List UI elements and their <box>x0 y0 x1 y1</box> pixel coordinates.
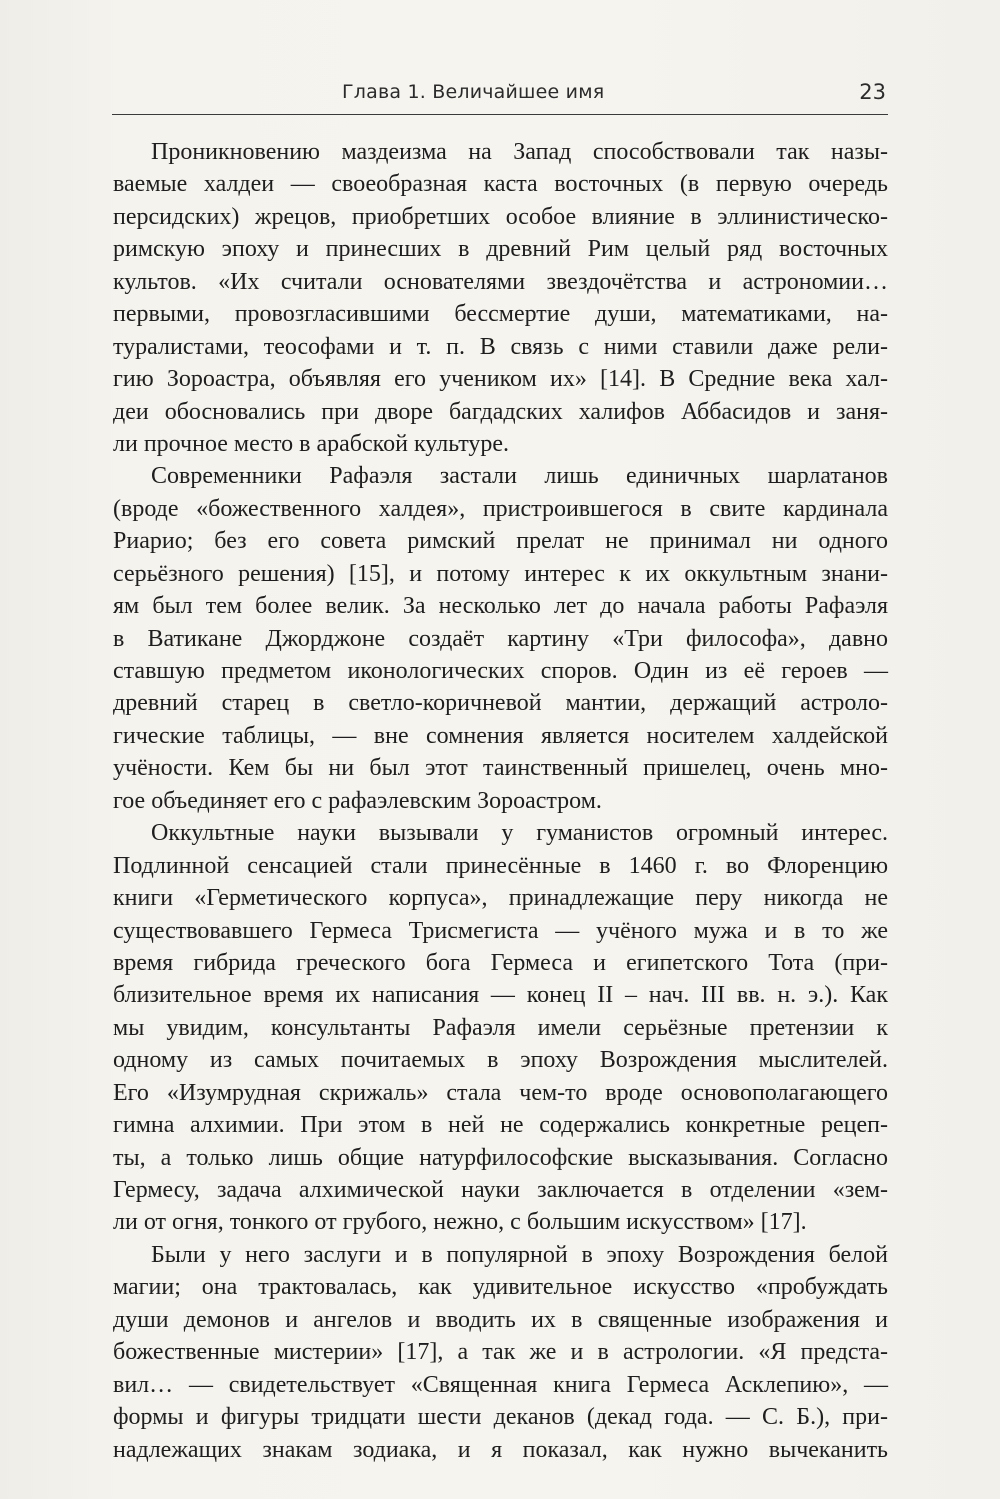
text-line: надлежащих знакам зодиака, и я показал, как нужно вычеканить <box>113 1436 888 1463</box>
text-line: древний старец в светло-коричневой мантии, держащий астроло- <box>113 690 888 717</box>
text-line: Оккультные науки вызывали у гуманистов огромный интерес. <box>151 820 888 847</box>
running-header <box>112 78 888 115</box>
text-line: гимна алхимии. При этом в ней не содержались конкретные рецеп- <box>113 1112 888 1139</box>
text-line: ты, а только лишь общие натурфилософские высказывания. Согласно <box>113 1144 888 1171</box>
text-line: гое объединяет его с рафаэлевским Зороастром. <box>113 787 602 814</box>
text-line: души демонов и ангелов и вводить их в священные изображения и <box>113 1306 888 1333</box>
text-line: учёности. Кем бы ни был этот таинственный пришелец, очень мно- <box>113 755 888 782</box>
text-line: культов. «Их считали основателями звездочётства и астрономии… <box>113 268 888 295</box>
text-line: ли от огня, тонкого от грубого, нежно, с большим искусством» [17]. <box>113 1209 807 1236</box>
text-line: ставшую предметом иконологических споров. Один из её героев — <box>113 658 888 684</box>
text-line: ваемые халдеи — своеобразная каста восточных (в первую очередь <box>113 171 888 198</box>
text-line: деи обосновались при дворе багдадских халифов Аббасидов и заня- <box>113 398 888 425</box>
text-line: римскую эпоху и принесших в древний Рим целый ряд восточных <box>113 236 888 263</box>
text-line: серьёзного решения) [15], и потому интерес к их оккультным знани- <box>113 560 888 587</box>
text-line: время гибрида греческого бога Гермеса и египетского Тота (при- <box>113 949 888 976</box>
text-line: существовавшего Гермеса Трисмегиста — учёного мужа и в то же <box>113 917 888 944</box>
text-line: Современники Рафаэля застали лишь единичных шарлатанов <box>151 463 888 490</box>
text-line: первыми, провозгласившими бессмертие души, математиками, на- <box>113 301 888 328</box>
text-line: книги «Герметического корпуса», принадлежащие перу никогда не <box>113 885 888 912</box>
text-line: Подлинной сенсацией стали принесённые в 1460 г. во Флоренцию <box>113 852 888 879</box>
text-line: формы и фигуры тридцати шести деканов (декад года. — С. Б.), при- <box>113 1404 888 1431</box>
body-text <box>113 136 888 1466</box>
text-line: одному из самых почитаемых в эпоху Возрождения мыслителей. <box>113 1047 888 1074</box>
text-line: мы увидим, консультанты Рафаэля имели серьёзные претензии к <box>113 1014 888 1041</box>
chapter-title: Глава 1. Величайшее имя <box>342 81 605 103</box>
text-line: в Ватикане Джорджоне создаёт картину «Три философа», давно <box>113 625 888 652</box>
text-line: Проникновению маздеизма на Запад способствовали так назы- <box>151 139 888 165</box>
text-line: близительное время их написания — конец II – нач. III вв. н. э.). Как <box>113 982 888 1009</box>
text-line: Риарио; без его совета римский прелат не принимал ни одного <box>113 528 888 555</box>
text-line: туралистами, теософами и т. п. В связь с ними ставили даже рели- <box>113 333 888 360</box>
text-line: Гермесу, задача алхимической науки заключается в отделении «зем- <box>113 1177 888 1203</box>
text-line: вил… — свидетельствует «Священная книга Гермеса Асклепию», — <box>113 1371 888 1398</box>
text-line: магии; она трактовалась, как удивительное искусство «пробуждать <box>113 1274 888 1301</box>
text-line: Его «Изумрудная скрижаль» стала чем-то вроде основополагающего <box>113 1079 888 1106</box>
text-line: гические таблицы, — вне сомнения является носителем халдейской <box>113 722 888 749</box>
text-line: ям был тем более велик. За несколько лет до начала работы Рафаэля <box>113 593 888 620</box>
text-line: божественные мистерии» [17], а так же и в астрологии. «Я предста- <box>113 1339 888 1366</box>
text-line: гию Зороастра, объявляя его учеником их» [14]. В Средние века хал- <box>113 366 888 393</box>
text-line: Были у него заслуги и в популярной в эпоху Возрождения белой <box>151 1241 888 1268</box>
text-line: персидских) жрецов, приобретших особое влияние в эллинистическо- <box>113 203 888 230</box>
page-number: 23 <box>859 80 886 104</box>
text-line: ли прочное место в арабской культуре. <box>113 430 510 457</box>
text-line: (вроде «божественного халдея», пристроившегося в свите кардинала <box>113 495 888 522</box>
